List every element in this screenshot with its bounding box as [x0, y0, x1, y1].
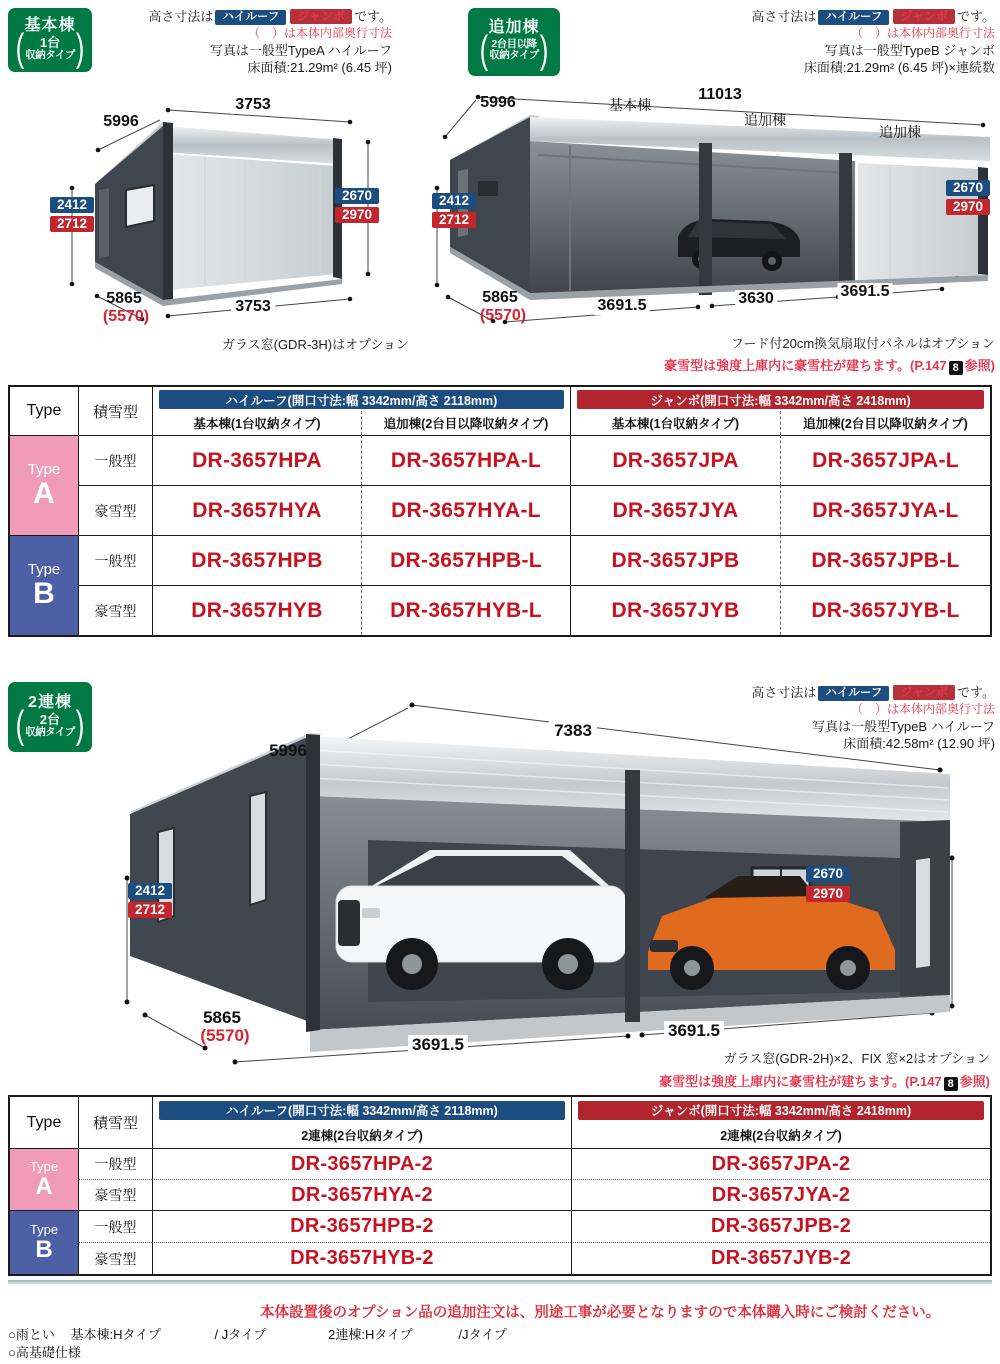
model-cell: [361, 485, 570, 535]
model-cell: [571, 1148, 990, 1179]
subheader-add-j: 追加棟(2台目以降収納タイプ): [780, 411, 990, 435]
ref-number-box: 8: [944, 1077, 958, 1091]
dim-top-width: 11013: [694, 86, 746, 104]
model-number: DR-3657JPB-L: [811, 548, 960, 572]
height-note-post: です。: [957, 685, 995, 700]
model-number: DR-3657JYB: [611, 598, 740, 622]
model-cell: [780, 585, 990, 635]
type-a-cell: [10, 435, 78, 535]
footer-basic-htype: 基本棟:Hタイプ: [70, 1327, 161, 1342]
hiroof-pill: ハイルーフ: [818, 10, 889, 25]
group-header-jumbo-label: ジャンボ(開口寸法:幅 3342mm/高さ 2418mm): [577, 390, 984, 409]
model-number: DR-3657JYA: [612, 498, 739, 522]
group-header-hiroof: [152, 387, 570, 411]
group-header-hiroof-label: ハイルーフ(開口寸法:幅 3342mm/高さ 2118mm): [159, 390, 564, 409]
model-table-single: [8, 385, 992, 637]
dim-bottom-depth-inner: (5570): [479, 307, 527, 324]
paren-right: ): [75, 24, 85, 70]
badge-title: 基本棟: [24, 16, 76, 34]
divider-line: [8, 1280, 992, 1284]
group-header-hiroof-label: ハイルーフ(開口寸法:幅 3342mm/高さ 2118mm): [159, 1101, 565, 1120]
dim-top-width: 7383: [549, 721, 597, 741]
dim-bottom-depth-inner: (5570): [102, 308, 150, 325]
bay-label-add2: 追加棟: [879, 124, 921, 140]
bay-label-basic: 基本棟: [609, 97, 651, 113]
model-number: DR-3657JPA-L: [812, 448, 959, 472]
model-number: DR-3657JYA-L: [812, 498, 959, 522]
model-cell: [570, 585, 780, 635]
height-note-post: です。: [354, 9, 392, 24]
snow-type-cell: 一般型: [78, 1148, 152, 1179]
dim-bottom-depth: 5865: [203, 1008, 241, 1027]
dim-right-height-hiroof: 2670: [335, 188, 379, 204]
group-header-jumbo: [571, 1097, 990, 1122]
model-cell: [152, 1210, 571, 1242]
model-number: DR-3657HPA-2: [290, 1152, 434, 1175]
double-unit-badge: [8, 682, 92, 752]
ref-number-box: 8: [949, 361, 963, 375]
hiroof-pill: ハイルーフ: [818, 686, 889, 701]
badge-sub1: 2台目以降: [491, 38, 537, 51]
dim-bay2: 3691.5: [664, 1021, 724, 1041]
col-header-snow: 積雪型: [78, 387, 152, 435]
group-header-jumbo: [570, 387, 990, 411]
model-cell: [780, 485, 990, 535]
dim-left-height-hiroof: 2412: [432, 193, 476, 209]
dim-right-height-jumbo: 2970: [806, 886, 850, 902]
model-cell: [152, 435, 361, 485]
model-number: DR-3657HYB-L: [390, 598, 542, 622]
dim-depth: 5996: [269, 741, 307, 760]
snow-type-cell: 一般型: [78, 535, 152, 585]
type-word: Type: [29, 1222, 59, 1237]
additional-unit-info: [715, 8, 995, 76]
note-prefix: 豪雪型は強度上庫内に豪雪柱が建ちます。(P.147: [664, 358, 947, 373]
model-number: DR-3657JYB-2: [710, 1247, 852, 1269]
model-number: DR-3657HYB-2: [290, 1247, 434, 1269]
section-basic-unit: [0, 0, 470, 380]
height-note-pre: 高さ寸法は: [148, 9, 214, 24]
paren-left: (: [15, 701, 25, 747]
type-word: Type: [27, 461, 61, 478]
type-letter: A: [35, 1173, 53, 1200]
dim-bay3: 3691.5: [838, 283, 893, 301]
model-number: DR-3657JPB-2: [710, 1215, 852, 1237]
floor-area-note: 床面積:21.29m² (6.45 坪): [247, 60, 392, 75]
additional-unit-caption: フード付20cm換気扇取付パネルはオプション: [730, 336, 995, 351]
additional-unit-badge: [468, 8, 560, 76]
type-a-cell: [10, 1148, 78, 1210]
photo-note: 写真は一般型TypeB ジャンボ: [824, 43, 995, 58]
paren-right: ): [539, 26, 549, 72]
type-letter: B: [35, 1236, 53, 1263]
floor-area-note: 床面積:42.58m² (12.90 坪): [843, 736, 995, 751]
footer-option-note: 本体設置後のオプション品の追加注文は、別途工事が必要となりますので本体購入時にご検討ください。: [260, 1305, 941, 1321]
photo-note: 写真は一般型TypeB ハイルーフ: [812, 719, 995, 734]
height-note-pre: 高さ寸法は: [751, 9, 817, 24]
height-note-pre: 高さ寸法は: [751, 685, 817, 700]
model-cell: [152, 1148, 571, 1179]
footer-foundation-line: ○高基礎仕様: [8, 1345, 81, 1360]
model-cell: [152, 535, 361, 585]
type-letter: B: [33, 577, 55, 610]
model-cell: [361, 535, 570, 585]
dim-bottom-depth: 5865: [482, 289, 518, 306]
model-number: DR-3657JPA: [612, 448, 739, 472]
dim-left-height-jumbo: 2712: [432, 212, 476, 228]
snow-type-cell: 一般型: [78, 435, 152, 485]
model-cell: [361, 585, 570, 635]
badge-sub1: 2台: [39, 712, 61, 728]
subheader-add-h: 追加棟(2台目以降収納タイプ): [361, 411, 570, 435]
type-word: Type: [27, 561, 61, 578]
snow-type-cell: 豪雪型: [78, 585, 152, 635]
snow-type-cell: 一般型: [78, 1210, 152, 1242]
snow-pillar-note: [659, 1071, 990, 1091]
footer-options-line: [8, 1324, 507, 1343]
col-header-snow: 積雪型: [78, 1097, 152, 1148]
snow-pillar-note: [664, 355, 995, 375]
paren-left: (: [15, 24, 25, 70]
paren-right: ): [75, 701, 85, 747]
section-double-unit: [0, 672, 1000, 1094]
photo-note: 写真は一般型TypeA ハイルーフ: [209, 43, 392, 58]
model-cell: [152, 485, 361, 535]
basic-unit-caption: ガラス窓(GDR-3H)はオプション: [222, 337, 409, 352]
inner-depth-note: （ ）は本体内部奥行寸法: [850, 26, 995, 40]
inner-depth-note: （ ）は本体内部奥行寸法: [247, 26, 392, 40]
group-header-hiroof: [152, 1097, 571, 1122]
dim-depth: 5996: [103, 113, 139, 130]
section-additional-unit: [420, 0, 1000, 380]
snow-type-cell: 豪雪型: [78, 1179, 152, 1210]
inner-depth-note: （ ）は本体内部奥行寸法: [850, 702, 995, 716]
jumbo-pill: ジャンボ: [290, 9, 352, 24]
bay-label-add1: 追加棟: [744, 112, 786, 128]
model-table-double: [8, 1095, 992, 1276]
dim-right-height-jumbo: 2970: [335, 207, 379, 223]
badge-sub2: 収納タイプ: [489, 49, 539, 62]
col-header-type: Type: [26, 402, 62, 419]
badge-title: 2連棟: [28, 693, 72, 711]
model-number: DR-3657JPA-2: [711, 1152, 851, 1175]
basic-unit-badge: [8, 8, 92, 72]
model-cell: [571, 1210, 990, 1242]
note-suffix: 参照): [959, 1074, 990, 1089]
model-cell: [780, 535, 990, 585]
height-note-post: です。: [957, 9, 995, 24]
model-cell: [570, 435, 780, 485]
model-number: DR-3657HPB-L: [390, 548, 542, 572]
dim-bay1: 3691.5: [408, 1035, 468, 1055]
type-word: Type: [29, 1159, 59, 1174]
paren-left: (: [479, 26, 489, 72]
model-number: DR-3657JYA-2: [711, 1183, 851, 1206]
footer-double-htype: 2連棟:Hタイプ: [328, 1327, 413, 1342]
model-cell: [152, 585, 361, 635]
subheader-basic-h: 基本棟(1台収納タイプ): [152, 411, 361, 435]
model-number: DR-3657HYA-2: [291, 1183, 433, 1206]
subheader-basic-j: 基本棟(1台収納タイプ): [570, 411, 780, 435]
model-cell: [361, 435, 570, 485]
note-suffix: 参照): [964, 358, 995, 373]
dim-top-width: 3753: [231, 96, 275, 114]
double-unit-caption: ガラス窓(GDR-2H)×2、FIX 窓×2はオプション: [723, 1051, 990, 1066]
model-number: DR-3657HYA-L: [391, 498, 541, 522]
model-number: DR-3657HPA: [192, 448, 322, 472]
subheader-double-h: 2連棟(2台収納タイプ): [152, 1122, 571, 1148]
group-header-jumbo-label: ジャンボ(開口寸法:幅 3342mm/高さ 2418mm): [578, 1101, 984, 1120]
dim-bottom-depth: 5865: [106, 290, 142, 307]
dim-right-height-hiroof: 2670: [806, 866, 850, 882]
dim-bottom-width: 3753: [231, 298, 275, 316]
dim-bay2: 3630: [735, 290, 777, 308]
dim-left-height-jumbo: 2712: [128, 902, 172, 918]
model-number: DR-3657JPB: [611, 548, 740, 572]
subheader-double-j: 2連棟(2台収納タイプ): [571, 1122, 990, 1148]
jumbo-pill: ジャンボ: [893, 9, 955, 24]
hiroof-pill: ハイルーフ: [215, 10, 286, 25]
badge-sub2: 収納タイプ: [25, 725, 75, 738]
model-number: DR-3657HPB: [191, 548, 323, 572]
type-letter: A: [33, 477, 55, 510]
dim-left-height-jumbo: 2712: [50, 216, 94, 232]
jumbo-pill: ジャンボ: [893, 685, 955, 700]
model-number: DR-3657HYA: [192, 498, 322, 522]
dim-left-height-hiroof: 2412: [50, 197, 94, 213]
model-cell: [570, 485, 780, 535]
model-number: DR-3657HPA-L: [390, 448, 542, 472]
model-number: DR-3657JYB-L: [811, 598, 960, 622]
model-cell: [152, 1179, 571, 1210]
model-number: DR-3657HYB: [191, 598, 323, 622]
basic-unit-info: [130, 8, 392, 76]
model-cell: [571, 1242, 990, 1274]
footer-double-jtype: /Jタイプ: [458, 1327, 507, 1342]
badge-sub2: 収納タイプ: [25, 48, 75, 61]
col-header-type: Type: [26, 1113, 62, 1131]
type-b-cell: [10, 1210, 78, 1274]
model-cell: [780, 435, 990, 485]
dim-bottom-depth-inner: (5570): [200, 1026, 250, 1045]
snow-type-cell: 豪雪型: [78, 485, 152, 535]
dim-right-height-jumbo: 2970: [946, 199, 990, 215]
badge-sub1: 1台: [39, 35, 61, 51]
model-cell: [571, 1179, 990, 1210]
dim-depth: 5996: [480, 94, 516, 111]
model-cell: [152, 1242, 571, 1274]
floor-area-note: 床面積:21.29m² (6.45 坪)×連続数: [803, 60, 995, 75]
model-number: DR-3657HPB-2: [290, 1215, 434, 1237]
snow-type-cell: 豪雪型: [78, 1242, 152, 1274]
footer-gutter-label: ○雨とい: [8, 1327, 55, 1342]
note-prefix: 豪雪型は強度上庫内に豪雪柱が建ちます。(P.147: [659, 1074, 942, 1089]
type-b-cell: [10, 535, 78, 635]
model-cell: [570, 535, 780, 585]
dim-bay1: 3691.5: [595, 297, 650, 315]
badge-title: 追加棟: [488, 18, 540, 36]
dim-right-height-hiroof: 2670: [946, 180, 990, 196]
dim-left-height-hiroof: 2412: [128, 883, 172, 899]
footer-basic-jtype: / Jタイプ: [214, 1327, 267, 1342]
